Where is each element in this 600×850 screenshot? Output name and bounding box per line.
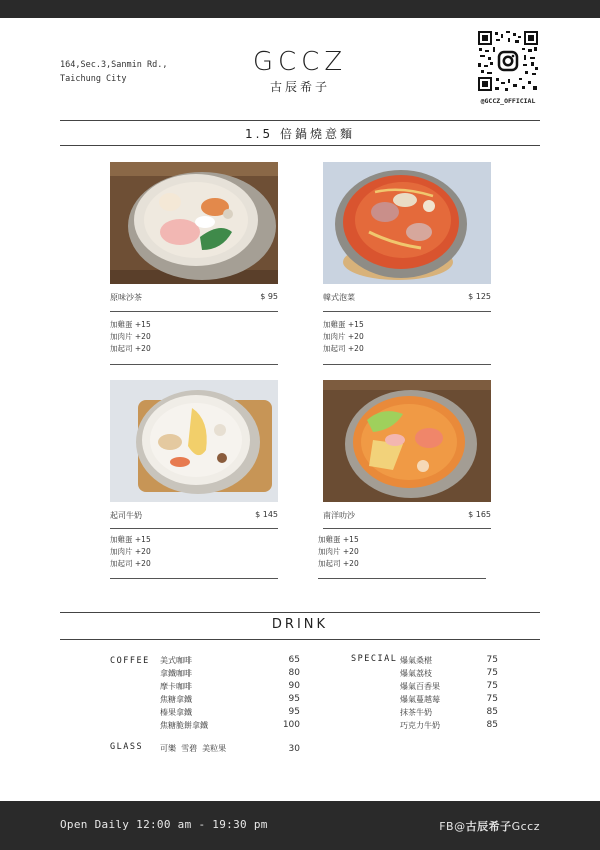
coffee-price: 80 — [288, 668, 300, 678]
fb-prefix: FB@ — [439, 820, 466, 833]
top-bar — [0, 0, 600, 18]
dish-photo-cheese-milk — [110, 380, 278, 502]
glass-price: 30 — [288, 744, 300, 754]
coffee-item: 榛果拿鐵 — [160, 708, 192, 717]
special-price: 75 — [486, 681, 498, 691]
dish-rule — [318, 578, 486, 579]
coffee-price: 65 — [288, 655, 300, 665]
dish-name-4: 南洋叻沙 — [323, 511, 355, 520]
dish-name-2: 韓式泡菜 — [323, 293, 355, 302]
special-price: 85 — [486, 707, 498, 717]
fb-suffix: Gccz — [511, 820, 540, 833]
special-item: 爆氣桑椹 — [400, 656, 432, 665]
section-rule-top — [60, 120, 540, 121]
dish-rule — [323, 311, 491, 312]
glass-items: 可樂 雪碧 美粒果 — [160, 744, 227, 753]
dish-name-3: 起司牛奶 — [110, 511, 142, 520]
special-list — [400, 654, 440, 732]
dish-price-4: $ 165 — [468, 510, 491, 519]
special-item: 爆氣百香果 — [400, 682, 440, 691]
dish-price-1: $ 95 — [260, 292, 278, 301]
addon-item: 加雞蛋 +15 — [318, 535, 359, 544]
fb-name: 古辰希子 — [465, 820, 512, 833]
footer-bar — [0, 801, 600, 850]
addon-item: 加肉片 +20 — [110, 547, 151, 556]
opening-hours: Open Daily 12:00 am - 19:30 pm — [60, 818, 268, 831]
brand-name-zh: 古辰希子 — [269, 80, 330, 94]
dish-name-1: 原味沙茶 — [110, 293, 142, 302]
special-price: 75 — [486, 668, 498, 678]
drink-rule-bottom — [60, 639, 540, 640]
special-price: 75 — [486, 694, 498, 704]
special-item: 抹茶牛奶 — [400, 708, 432, 717]
dish-rule — [323, 364, 491, 365]
dish-addons-3 — [110, 534, 151, 570]
dish-rule — [110, 528, 278, 529]
special-price: 75 — [486, 655, 498, 665]
brand-logo — [200, 48, 400, 95]
special-item: 巧克力牛奶 — [400, 721, 440, 730]
addon-item: 加起司 +20 — [110, 559, 151, 568]
coffee-item: 美式咖啡 — [160, 656, 192, 665]
dish-rule — [110, 364, 278, 365]
coffee-price: 90 — [288, 681, 300, 691]
coffee-label: COFFEE — [110, 656, 150, 666]
addon-item: 加肉片 +20 — [110, 332, 151, 341]
address-line-1: 164,Sec.3,Sanmin Rd., — [60, 60, 168, 70]
addon-item: 加雞蛋 +15 — [110, 535, 151, 544]
dish-photo-laksa — [323, 380, 491, 502]
hotpot-section-title: 1.5 倍鍋燒意麵 — [245, 127, 355, 141]
special-label: SPECIAL — [351, 654, 398, 664]
dish-rule — [323, 528, 491, 529]
dish-rule — [110, 578, 278, 579]
brand-name-en: GCCZ — [252, 47, 348, 77]
special-item: 爆氣荔枝 — [400, 669, 432, 678]
coffee-item: 拿鐵咖啡 — [160, 669, 192, 678]
dish-addons-2 — [323, 319, 364, 355]
drink-section-title: DRINK — [271, 617, 329, 632]
addon-item: 加肉片 +20 — [323, 332, 364, 341]
dish-photo-satay — [110, 162, 278, 284]
qr-code-icon[interactable] — [478, 31, 538, 91]
special-price: 85 — [486, 720, 498, 730]
dish-price-3: $ 145 — [255, 510, 278, 519]
coffee-price: 100 — [282, 720, 300, 730]
addon-item: 加雞蛋 +15 — [323, 320, 364, 329]
dish-photo-kimchi — [323, 162, 491, 284]
coffee-item: 焦糖拿鐵 — [160, 695, 192, 704]
coffee-item: 摩卡咖啡 — [160, 682, 192, 691]
drink-rule-top — [60, 612, 540, 613]
dish-addons-1 — [110, 319, 151, 355]
addon-item: 加雞蛋 +15 — [110, 320, 151, 329]
dish-rule — [110, 311, 278, 312]
facebook-link[interactable] — [439, 818, 540, 834]
coffee-price: 95 — [288, 707, 300, 717]
address — [60, 58, 167, 86]
dish-price-2: $ 125 — [468, 292, 491, 301]
special-item: 爆氣蔓越莓 — [400, 695, 440, 704]
coffee-prices — [270, 654, 300, 732]
addon-item: 加起司 +20 — [318, 559, 359, 568]
coffee-price: 95 — [288, 694, 300, 704]
section-rule-bottom — [60, 145, 540, 146]
glass-label: GLASS — [110, 742, 144, 752]
dish-addons-4 — [318, 534, 359, 570]
coffee-list — [160, 654, 208, 732]
instagram-handle: @GCCZ_OFFICIAL — [480, 97, 536, 105]
coffee-item: 焦糖脆餅拿鐵 — [160, 721, 208, 730]
address-line-2: Taichung City — [60, 74, 127, 84]
addon-item: 加肉片 +20 — [318, 547, 359, 556]
special-prices — [470, 654, 498, 732]
addon-item: 加起司 +20 — [110, 344, 151, 353]
addon-item: 加起司 +20 — [323, 344, 364, 353]
